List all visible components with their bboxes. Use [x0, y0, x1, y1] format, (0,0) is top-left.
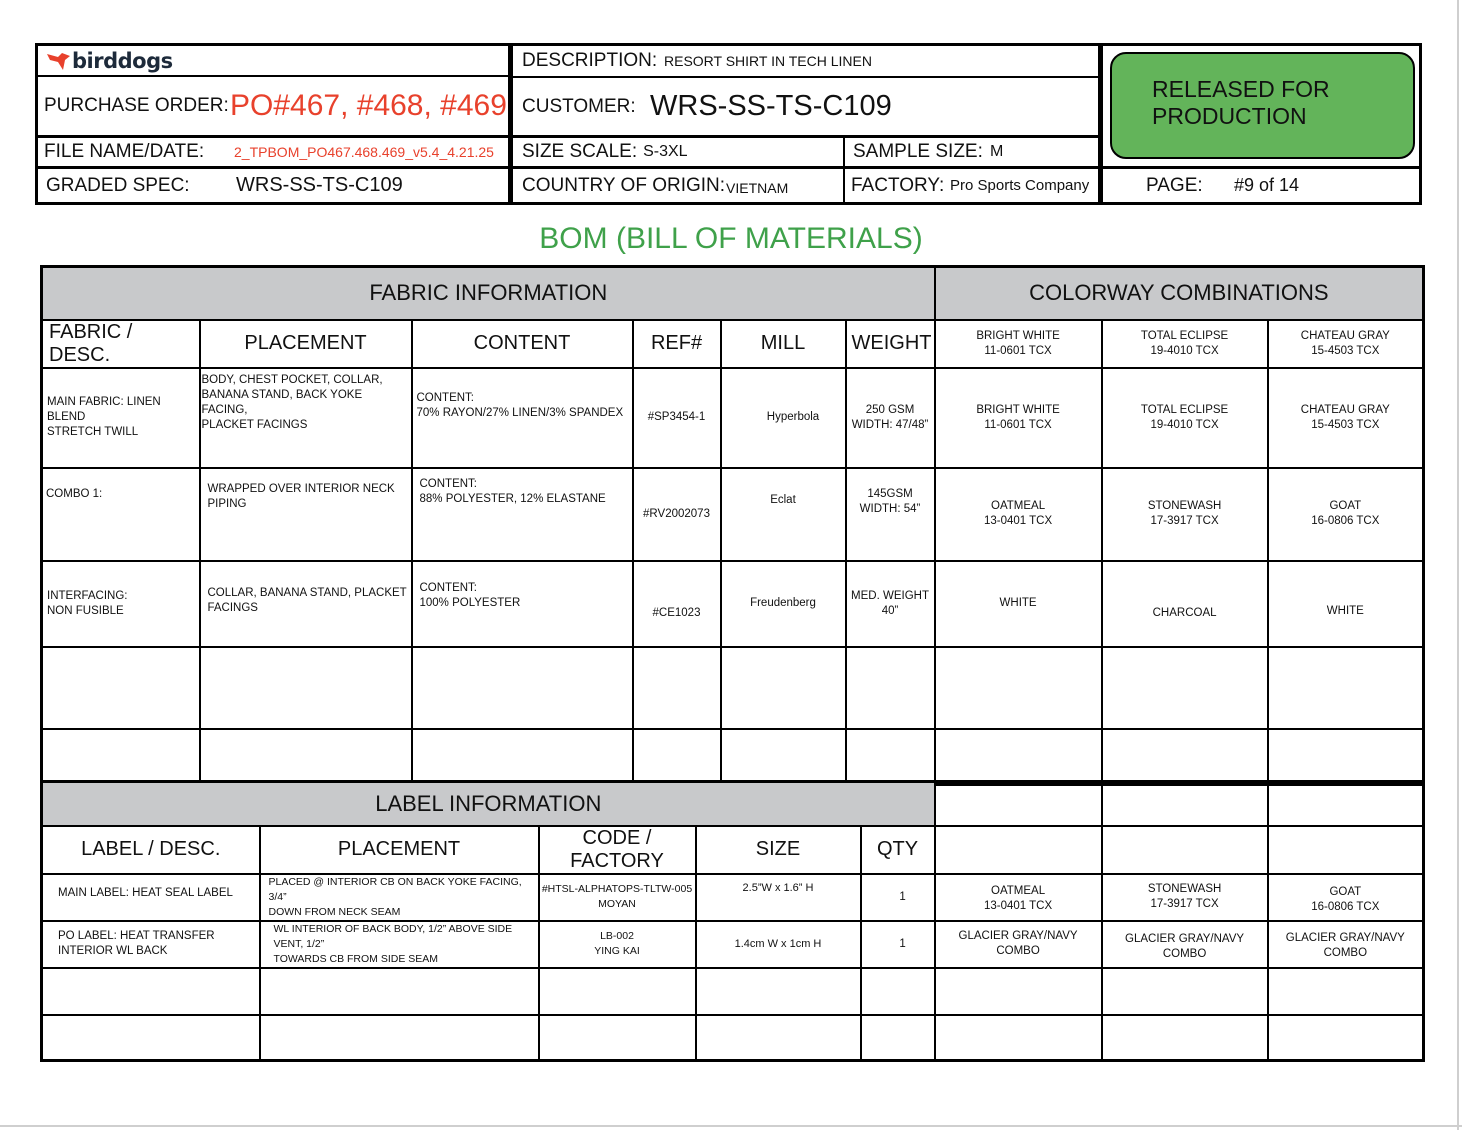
- cell-line: GOAT: [1329, 886, 1362, 898]
- cell-line: DOWN FROM NECK SEAM: [268, 905, 401, 918]
- qty-cell: 1: [861, 874, 935, 921]
- empty-cell: [1268, 729, 1424, 785]
- page-edge-right: [1457, 0, 1459, 1130]
- table-row: [42, 729, 1424, 785]
- empty-cell: [846, 729, 935, 785]
- empty-cell: [539, 1015, 696, 1061]
- empty-cell: [412, 647, 633, 729]
- description-value-cell: [664, 46, 872, 76]
- empty-cell: [1268, 968, 1424, 1015]
- colorway-cell: [1268, 468, 1424, 561]
- empty-cell: [1102, 968, 1268, 1015]
- colorway-code: 11-0601 TCX: [984, 344, 1052, 357]
- empty-cell: [861, 1015, 935, 1061]
- purchase-order-value-cell: [230, 77, 507, 135]
- factory-label: FACTORY:: [851, 174, 945, 196]
- colorway-cell: [935, 921, 1102, 968]
- cell-line: 13-0401 TCX: [983, 515, 1053, 527]
- cell-line: CHATEAU GRAY: [1300, 403, 1390, 416]
- graded-spec-label-cell: [46, 169, 190, 202]
- weight-cell: [846, 561, 935, 647]
- empty-cell: [935, 968, 1102, 1015]
- page-number: #9 of 14: [1234, 175, 1300, 195]
- colorway-name: TOTAL ECLIPSE: [1140, 329, 1229, 342]
- cell-line: MOYAN: [598, 898, 636, 910]
- ref-cell: #CE1023: [633, 561, 721, 647]
- empty-cell: [633, 729, 721, 785]
- size-scale-cell: [522, 138, 688, 166]
- colorway-name: BRIGHT WHITE: [976, 329, 1060, 342]
- colorway-cell: [935, 874, 1102, 921]
- column-header-size: SIZE: [696, 826, 861, 874]
- colorway-header: [935, 320, 1102, 368]
- cell-line: 16-0806 TCX: [1311, 901, 1380, 913]
- bird-icon: [46, 50, 72, 72]
- colorway-cell: WHITE: [935, 561, 1102, 647]
- cell-line: CONTENT:: [419, 477, 477, 490]
- cell-line: OATMEAL: [991, 500, 1046, 512]
- cell-line: WIDTH: 54”: [859, 502, 921, 515]
- empty-cell: [935, 729, 1102, 785]
- cell-line: MAIN FABRIC: LINEN BLEND: [47, 396, 161, 423]
- colorway-cell: [1102, 368, 1268, 468]
- column-header-label: LABEL / DESC.: [42, 826, 260, 874]
- label-desc-cell: MAIN LABEL: HEAT SEAL LABEL: [42, 874, 260, 921]
- weight-cell: [846, 468, 935, 561]
- fabric-desc-cell: [42, 561, 200, 647]
- cell-line: YING KAI: [594, 945, 640, 957]
- empty-cell: [1102, 729, 1268, 785]
- factory-value: Pro Sports Company: [950, 177, 1090, 194]
- empty-cell: [200, 729, 412, 785]
- cell-line: WRAPPED OVER INTERIOR NECK: [207, 482, 395, 495]
- mill-cell: Hyperbola: [721, 368, 846, 468]
- colorway-cell: [1102, 921, 1268, 968]
- size-cell: 2.5”W x 1.6” H: [696, 874, 861, 921]
- colorway-header: [1268, 320, 1424, 368]
- table-row: [42, 968, 1424, 1015]
- column-header-qty: QTY: [861, 826, 935, 874]
- empty-cell: [633, 647, 721, 729]
- empty-cell: [539, 968, 696, 1015]
- cell-line: 17-3917 TCX: [1150, 515, 1219, 527]
- table-row: [42, 647, 1424, 729]
- sample-size-label: SAMPLE SIZE:: [853, 141, 983, 162]
- fabric-desc-cell: [42, 368, 200, 468]
- empty-cell: [721, 647, 846, 729]
- placement-cell: [200, 561, 412, 647]
- content-cell: [412, 468, 633, 561]
- cell-line: TOTAL ECLIPSE: [1140, 403, 1229, 416]
- file-label: FILE NAME/DATE:: [44, 141, 205, 162]
- colorway-cell: [935, 368, 1102, 468]
- empty-cell: [260, 1015, 539, 1061]
- cell-line: INTERIOR WL BACK: [58, 945, 168, 957]
- weight-cell: [846, 368, 935, 468]
- customer-value-cell: [650, 78, 892, 135]
- empty-cell: [721, 729, 846, 785]
- empty-cell: [846, 647, 935, 729]
- placement-cell: [260, 874, 539, 921]
- purchase-order-label: PURCHASE ORDER:: [44, 95, 229, 116]
- cell-line: COMBO 1:: [46, 487, 103, 500]
- empty-cell: [1268, 647, 1424, 729]
- sample-size-label-cell: [853, 138, 983, 166]
- cell-line: GLACIER GRAY/NAVY: [1285, 932, 1405, 944]
- empty-cell: [42, 1015, 260, 1061]
- customer-label: CUSTOMER:: [522, 95, 636, 117]
- country-label-cell: [522, 169, 725, 202]
- header-divider: [843, 135, 845, 202]
- fabric-section-header: FABRIC INFORMATION: [42, 267, 935, 320]
- placement-cell: [260, 921, 539, 968]
- empty-cell: [696, 968, 861, 1015]
- page-value-cell: [1234, 169, 1299, 202]
- cell-line: FACINGS: [207, 601, 258, 614]
- column-header-ref: REF#: [633, 320, 721, 368]
- customer-label-cell: [522, 78, 636, 135]
- table-row: [42, 1015, 1424, 1061]
- empty-cell: [42, 968, 260, 1015]
- description-label: DESCRIPTION:: [522, 50, 658, 71]
- cell-line: BODY, CHEST POCKET, COLLAR,: [201, 373, 383, 386]
- column-header-mill: MILL: [721, 320, 846, 368]
- cell-line: PIPING: [207, 497, 247, 510]
- empty-cell: [1102, 826, 1268, 874]
- column-header-content: CONTENT: [412, 320, 633, 368]
- spec-header: [35, 43, 1422, 205]
- purchase-order-value: PO#467, #468, #469: [230, 89, 507, 122]
- empty-cell: [1268, 1015, 1424, 1061]
- colorway-cell: [1102, 468, 1268, 561]
- cell-line: LB-002: [600, 930, 634, 942]
- status-line-1: RELEASED FOR: [1152, 76, 1330, 102]
- colorway-cell: [1268, 368, 1424, 468]
- column-header-fabric: FABRIC / DESC.: [42, 320, 200, 368]
- empty-cell: [1102, 782, 1268, 826]
- cell-line: TOWARDS CB FROM SIDE SEAM: [273, 952, 439, 965]
- column-header-placement: PLACEMENT: [260, 826, 539, 874]
- table-row: [42, 368, 1424, 468]
- colorway-cell: [1268, 874, 1424, 921]
- empty-cell: [260, 968, 539, 1015]
- table-row: [42, 874, 1424, 921]
- cell-line: 15-4503 TCX: [1311, 418, 1380, 431]
- empty-cell: [1102, 1015, 1268, 1061]
- empty-cell: [935, 647, 1102, 729]
- graded-spec-value-cell: [236, 169, 403, 202]
- empty-cell: [42, 647, 200, 729]
- cell-line: 145GSM: [867, 487, 913, 500]
- sample-size-value: M: [990, 143, 1004, 160]
- description-value: RESORT SHIRT IN TECH LINEN: [664, 53, 872, 69]
- empty-cell: [200, 647, 412, 729]
- cell-line: BRIGHT WHITE: [976, 403, 1060, 416]
- sample-size-value-cell: [990, 138, 1003, 166]
- empty-cell: [1268, 782, 1424, 826]
- colorway-code: 15-4503 TCX: [1311, 344, 1380, 357]
- qty-cell: 1: [861, 921, 935, 968]
- cell-line: PO LABEL: HEAT TRANSFER: [58, 930, 215, 942]
- factory-value-cell: [950, 169, 1089, 202]
- description-label-cell: [522, 46, 657, 76]
- empty-cell: [1268, 826, 1424, 874]
- content-cell: [412, 561, 633, 647]
- empty-cell: [696, 1015, 861, 1061]
- cell-line: 250 GSM: [865, 403, 915, 416]
- cell-line: PLACED @ INTERIOR CB ON BACK YOKE FACING, 3/4”: [268, 875, 522, 903]
- country-value-cell: [726, 171, 788, 204]
- page-label: PAGE:: [1146, 174, 1203, 196]
- placement-cell: [200, 468, 412, 561]
- cell-line: CONTENT:: [416, 391, 474, 404]
- fabric-desc-cell: [42, 468, 200, 561]
- content-cell: [412, 368, 633, 468]
- label-section-header: LABEL INFORMATION: [42, 782, 935, 826]
- size-scale-label: SIZE SCALE:: [522, 141, 638, 162]
- cell-line: NON FUSIBLE: [47, 604, 124, 617]
- cell-line: INTERFACING:: [47, 589, 128, 602]
- cell-line: STONEWASH: [1147, 883, 1222, 895]
- cell-line: 88% POLYESTER, 12% ELASTANE: [419, 492, 606, 505]
- logo-text: birddogs: [72, 49, 173, 73]
- cell-line: 100% POLYESTER: [419, 596, 521, 609]
- purchase-order-label-cell: [44, 77, 229, 135]
- mill-cell: Freudenberg: [721, 561, 846, 647]
- cell-line: STONEWASH: [1147, 500, 1222, 512]
- table-row: [42, 921, 1424, 968]
- cell-line: 16-0806 TCX: [1311, 515, 1380, 527]
- colorway-cell: WHITE: [1268, 561, 1424, 647]
- cell-line: CONTENT:: [419, 581, 477, 594]
- cell-line: GLACIER GRAY/NAVY: [1125, 933, 1245, 945]
- cell-line: MED. WEIGHT: [851, 589, 929, 602]
- table-row: [42, 468, 1424, 561]
- empty-cell: [42, 729, 200, 785]
- column-header-placement: PLACEMENT: [200, 320, 412, 368]
- cell-line: GOAT: [1329, 500, 1362, 512]
- ref-cell: #RV2002073: [633, 468, 721, 561]
- ref-cell: #SP3454-1: [633, 368, 721, 468]
- cell-line: COMBO: [1162, 948, 1207, 960]
- empty-cell: [1102, 647, 1268, 729]
- cell-line: 70% RAYON/27% LINEN/3% SPANDEX: [416, 406, 624, 419]
- cell-line: GLACIER GRAY/NAVY: [958, 930, 1078, 942]
- colorway-name: CHATEAU GRAY: [1300, 329, 1390, 342]
- page-title: BOM (BILL OF MATERIALS): [539, 222, 923, 255]
- header-divider: [508, 46, 513, 202]
- cell-line: #HTSL-ALPHATOPS-TLTW-005: [541, 883, 693, 895]
- cell-line: WL INTERIOR OF BACK BODY, 1/2” ABOVE SIDE VENT, 1/2”: [273, 922, 513, 950]
- fabric-table: [40, 265, 1425, 786]
- empty-cell: [412, 729, 633, 785]
- colorway-section-header: COLORWAY COMBINATIONS: [935, 267, 1424, 320]
- empty-cell: [935, 826, 1102, 874]
- cell-line: COMBO: [1323, 947, 1368, 959]
- cell-line: 40”: [881, 604, 899, 617]
- cell-line: 13-0401 TCX: [983, 900, 1053, 912]
- cell-line: OATMEAL: [991, 885, 1046, 897]
- cell-line: PLACKET FACINGS: [201, 418, 308, 431]
- cell-line: WIDTH: 47/48”: [851, 418, 929, 431]
- empty-cell: [935, 1015, 1102, 1061]
- placement-cell: [200, 368, 412, 468]
- header-divider: [1098, 46, 1103, 202]
- cell-line: 17-3917 TCX: [1150, 898, 1219, 910]
- status-badge: [1110, 52, 1415, 159]
- file-label-cell: [44, 138, 204, 166]
- cell-line: BANANA STAND, BACK YOKE FACING,: [201, 388, 363, 416]
- file-value: 2_TPBOM_PO467.468.469_v5.4_4.21.25: [234, 144, 494, 160]
- colorway-code: 19-4010 TCX: [1150, 344, 1219, 357]
- code-cell: [539, 874, 696, 921]
- file-value-cell: [234, 138, 494, 166]
- colorway-header: [1102, 320, 1268, 368]
- code-cell: [539, 921, 696, 968]
- country-label: COUNTRY OF ORIGIN:: [522, 174, 726, 196]
- colorway-cell: [1268, 921, 1424, 968]
- cell-line: STRETCH TWILL: [47, 426, 139, 438]
- cell-line: 11-0601 TCX: [984, 418, 1052, 431]
- colorway-cell: [935, 468, 1102, 561]
- size-cell: 1.4cm W x 1cm H: [696, 921, 861, 968]
- mill-cell: Eclat: [721, 468, 846, 561]
- size-scale-value: S-3XL: [643, 143, 688, 160]
- graded-spec-label: GRADED SPEC:: [46, 174, 190, 196]
- page-edge-bottom: [0, 1125, 1462, 1127]
- brand-logo: [46, 46, 173, 76]
- cell-line: COMBO: [996, 945, 1040, 957]
- customer-value: WRS-SS-TS-C109: [650, 90, 892, 122]
- column-header-weight: WEIGHT: [846, 320, 935, 368]
- colorway-cell: CHARCOAL: [1102, 561, 1268, 647]
- empty-cell: [935, 782, 1102, 826]
- page-label-cell: [1146, 169, 1203, 202]
- graded-spec-value: WRS-SS-TS-C109: [236, 174, 403, 196]
- label-desc-cell: [42, 921, 260, 968]
- label-table: [40, 780, 1425, 1062]
- status-line-2: PRODUCTION: [1152, 103, 1307, 129]
- factory-label-cell: [851, 169, 944, 202]
- empty-cell: [861, 968, 935, 1015]
- cell-line: 19-4010 TCX: [1150, 418, 1219, 431]
- country-value: VIETNAM: [726, 179, 789, 196]
- cell-line: COLLAR, BANANA STAND, PLACKET: [207, 586, 407, 599]
- colorway-cell: [1102, 874, 1268, 921]
- column-header-code: CODE / FACTORY: [539, 826, 696, 874]
- table-row: [42, 561, 1424, 647]
